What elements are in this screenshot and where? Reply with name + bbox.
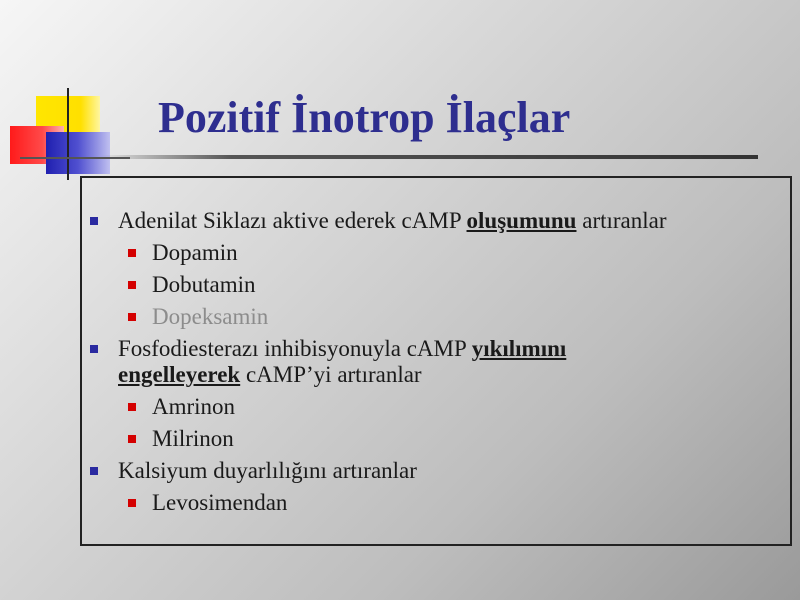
sub-item-label: Dopamin xyxy=(152,240,238,265)
bullet-marker xyxy=(90,345,98,353)
title-underline-rule xyxy=(100,155,758,159)
sub-bullet-marker xyxy=(128,281,136,289)
sub-item-dopeksamin xyxy=(88,304,778,330)
sub-item-label: Milrinon xyxy=(152,426,234,451)
bullet-text: Kalsiyum duyarlılığını artıranlar xyxy=(118,458,417,483)
emphasis-yikilimini: yıkılımını xyxy=(471,336,567,361)
sub-item-milrinon xyxy=(88,426,778,452)
sub-item-label: Dobutamin xyxy=(152,272,256,297)
blue-square xyxy=(46,132,110,174)
bullet-marker xyxy=(90,217,98,225)
bullet-list xyxy=(88,208,778,522)
sub-bullet-marker xyxy=(128,313,136,321)
sub-item-label: Amrinon xyxy=(152,394,236,419)
emphasis-engelleyerek: engelleyerek xyxy=(118,362,241,387)
emphasis-olusumunu: oluşumunu xyxy=(466,208,577,233)
bullet-adenilat-siklaz xyxy=(88,208,778,234)
sub-bullet-marker xyxy=(128,249,136,257)
sub-item-levosimendan xyxy=(88,490,778,516)
bullet-marker xyxy=(90,467,98,475)
bullet-text-prefix: Fosfodiesterazı inhibisyonuyla cAMP xyxy=(118,336,472,361)
sub-bullet-marker xyxy=(128,403,136,411)
bullet-text-suffix: artıranlar xyxy=(576,208,667,233)
sub-item-label: Levosimendan xyxy=(152,490,288,515)
bullet-fosfodiesteraz xyxy=(88,336,778,388)
decorative-squares-logo xyxy=(0,0,130,190)
slide-title: Pozitif İnotrop İlaçlar xyxy=(158,93,571,142)
bullet-kalsiyum xyxy=(88,458,778,484)
bullet-text-prefix: Adenilat Siklazı aktive ederek cAMP xyxy=(118,208,467,233)
sub-item-dobutamin xyxy=(88,272,778,298)
bullet-text-suffix: cAMP’yi artıranlar xyxy=(240,362,422,387)
sub-bullet-marker xyxy=(128,499,136,507)
sub-item-amrinon xyxy=(88,394,778,420)
sub-item-dopamin xyxy=(88,240,778,266)
sub-bullet-marker xyxy=(128,435,136,443)
sub-item-label: Dopeksamin xyxy=(152,304,269,329)
